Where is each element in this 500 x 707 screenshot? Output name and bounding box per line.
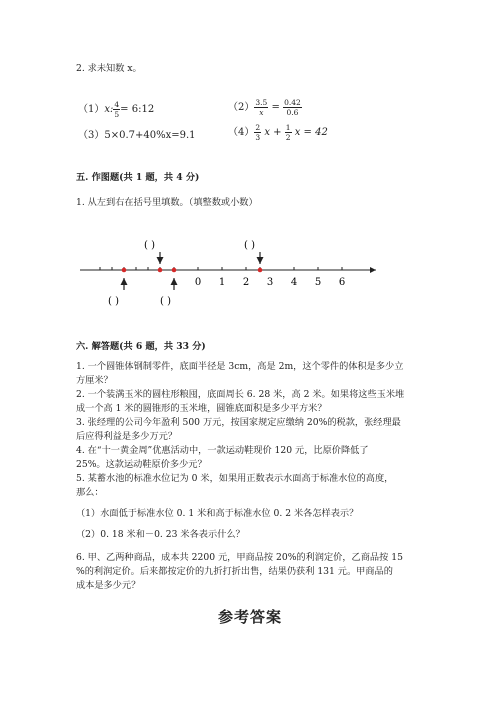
tick-label-1: 1 bbox=[218, 277, 226, 288]
eq2-fraction-left bbox=[254, 98, 268, 117]
q2-heading: 2. 求未知数 x。 bbox=[76, 63, 142, 74]
eq4-n1: 2 bbox=[255, 123, 261, 132]
equation-1 bbox=[78, 100, 154, 119]
eq1-var: x: bbox=[104, 104, 114, 115]
number-line bbox=[70, 232, 390, 312]
eq1-rest: = 6:12 bbox=[120, 104, 155, 115]
eq2-label: （2） bbox=[228, 102, 255, 113]
section6-q4-line1: 4. 在“十一黄金周”优惠活动中，一款运动鞋现价 120 元，比原价降低了 bbox=[76, 445, 369, 456]
point-3 bbox=[172, 268, 177, 273]
equation-2 bbox=[228, 98, 302, 117]
answers-title: 参考答案 bbox=[217, 608, 282, 626]
eq4-n2: 1 bbox=[285, 123, 291, 132]
eq1-num: 4 bbox=[114, 100, 120, 109]
section6-q2-line2: 成一个高 1 米的圆锥形的玉米堆，圆锥底面积是多少平方米？ bbox=[76, 403, 327, 414]
equation-3: （3）5×0.7+40%x=9.1 bbox=[78, 130, 196, 141]
section6-q2-line1: 2. 一个装满玉米的圆柱形粮囤，底面周长 6. 28 米，高 2 米。如果将这些玉米堆 bbox=[76, 389, 405, 400]
tick-label-2: 2 bbox=[242, 277, 250, 288]
section6-q5-line1: 5. 某蓄水池的标准水位记为 0 米，如果用正数表示水面高于标准水位的高度， bbox=[76, 473, 394, 484]
section6-q5-sub2: （2）0. 18 米和－0. 23 米各表示什么？ bbox=[76, 529, 245, 540]
bracket-bottom-2: ( ) bbox=[160, 296, 171, 307]
eq4-end: x = 42 bbox=[294, 127, 328, 138]
section6-q5-sub1: （1）水面低于标准水位 0. 1 米和高于标准水位 0. 2 米各怎样表示？ bbox=[76, 508, 359, 519]
tick-label-3: 3 bbox=[266, 277, 274, 288]
point-1 bbox=[122, 268, 127, 273]
eq1-den: 5 bbox=[114, 110, 120, 119]
eq4-fraction-1 bbox=[254, 123, 261, 142]
tick-label-4: 4 bbox=[290, 277, 298, 288]
section6-q3-line2: 后应得利益是多少万元？ bbox=[76, 431, 178, 442]
point-2 bbox=[158, 268, 163, 273]
bracket-top-2: ( ) bbox=[244, 240, 255, 251]
section6-q4-line2: 25%。这款运动鞋原价多少元？ bbox=[76, 459, 207, 470]
bracket-top-1: ( ) bbox=[144, 240, 155, 251]
section6-title: 六. 解答题(共 6 题，共 33 分) bbox=[76, 341, 206, 352]
eq2-equals: = bbox=[271, 102, 280, 113]
section6-q1-line1: 1. 一个圆锥体钢制零件，底面半径是 3cm，高是 2m，这个零件的体积是多少立 bbox=[76, 361, 404, 372]
section6-q5-line2: 那么： bbox=[76, 487, 104, 498]
section6-q6-line2: %的利润定价。后来都按定价的九折打折出售，结果仍获利 131 元。甲商品的 bbox=[76, 566, 393, 577]
eq4-fraction-2 bbox=[285, 123, 292, 142]
eq4-d1: 3 bbox=[255, 133, 261, 142]
point-4 bbox=[258, 268, 263, 273]
tick-label-5: 5 bbox=[314, 277, 322, 288]
eq4-d2: 2 bbox=[285, 133, 291, 142]
bracket-bottom-1: ( ) bbox=[108, 296, 119, 307]
eq2-fraction-right bbox=[283, 98, 302, 117]
eq2-den: x bbox=[259, 108, 264, 117]
tick-labels bbox=[195, 277, 345, 288]
tick-label-0: 0 bbox=[194, 277, 202, 288]
section5-q1: 1. 从左到右在括号里填数。（填整数或小数） bbox=[76, 197, 258, 208]
eq2-rnum: 0.42 bbox=[284, 98, 301, 107]
eq2-num: 3.5 bbox=[255, 98, 268, 107]
tick-label-6: 6 bbox=[338, 277, 346, 288]
section6-q6-line1: 6. 甲、乙两种商品，成本共 2200 元，甲商品按 20%的利润定价，乙商品按 15 bbox=[76, 552, 403, 563]
eq4-label: （4） bbox=[228, 127, 255, 138]
eq1-label: （1） bbox=[78, 104, 105, 115]
section6-q6-line3: 成本是多少元？ bbox=[76, 580, 141, 591]
section6-q3-line1: 3. 张经理的公司今年盈利 500 万元，按国家规定应缴纳 20%的税款，张经理最 bbox=[76, 417, 401, 428]
section6-q1-line2: 方厘米？ bbox=[76, 375, 113, 386]
equation-4 bbox=[228, 123, 328, 142]
eq2-rden: 0.6 bbox=[286, 108, 299, 117]
section5-title: 五. 作图题(共 1 题，共 4 分) bbox=[76, 172, 200, 183]
eq4-mid: x + bbox=[264, 127, 282, 138]
